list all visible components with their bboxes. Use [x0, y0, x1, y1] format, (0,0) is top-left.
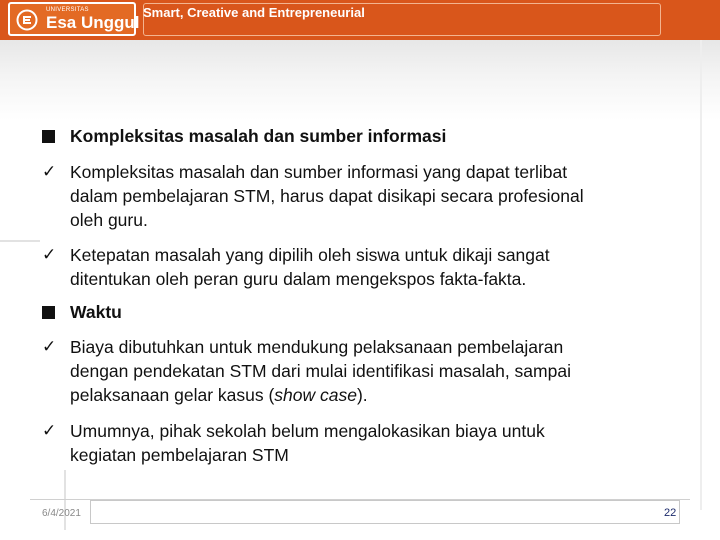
- slide-date: 6/4/2021: [42, 508, 81, 519]
- checkmark-icon: ✓: [42, 245, 57, 264]
- point-text: Umumnya, pihak sekolah belum mengalokasikan biaya untuk kegiatan pembelajaran STM: [70, 421, 545, 465]
- footer-box: [90, 500, 680, 524]
- page-number: 22: [664, 507, 677, 519]
- checkmark-icon: ✓: [42, 421, 57, 440]
- point-text: Biaya dibutuhkan untuk mendukung pelaksanaan pembelajaran dengan pendekatan STM dari mulai identifikasi masalah, sampai pelaksanaan gelar kasus (show case).: [70, 337, 571, 405]
- square-bullet-icon: [42, 300, 58, 325]
- square-bullet-icon: [42, 124, 58, 149]
- header-bar: [0, 0, 720, 40]
- tagline: Smart, Creative and Entrepreneurial: [143, 5, 365, 20]
- checkmark-icon: ✓: [42, 337, 57, 356]
- title-area-background: [0, 40, 720, 120]
- point-text: Ketepatan masalah yang dipilih oleh siswa untuk dikaji sangat ditentukan oleh peran guru dalam mengekspos fakta-fakta.: [70, 245, 550, 289]
- decorative-line: [700, 40, 702, 510]
- decorative-line: [64, 470, 66, 530]
- logo-subtitle: UNIVERSITAS: [46, 7, 89, 13]
- university-logo: [8, 2, 140, 36]
- checkmark-icon: ✓: [42, 162, 57, 181]
- decorative-line: [0, 240, 40, 242]
- point-text: Kompleksitas masalah dan sumber informasi yang dapat terlibat dalam pembelajaran STM, harus dapat disikapi secara profesional oleh guru.: [70, 162, 584, 230]
- logo-name: Esa Unggul: [46, 13, 140, 32]
- logo-emblem-icon: [16, 9, 38, 31]
